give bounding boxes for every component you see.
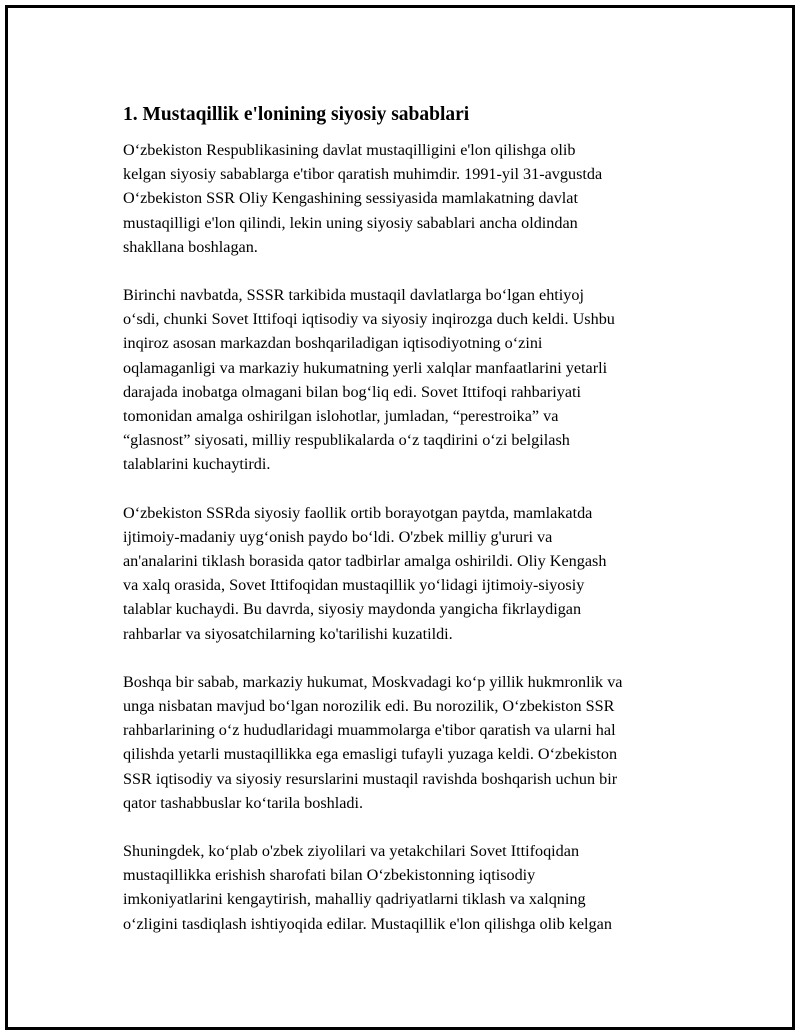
text-line: Shuningdek, ko‘plab o'zbek ziyolilari va yetakchilari Sovet Ittifoqidan bbox=[123, 842, 580, 861]
text-line: mustaqilligi e'lon qilindi, lekin uning siyosiy sabablari ancha oldindan bbox=[123, 213, 578, 232]
document-page bbox=[5, 5, 795, 1030]
text-line: Boshqa bir sabab, markaziy hukumat, Moskvadagi ko‘p yillik hukmronlik va bbox=[123, 672, 623, 691]
paragraph bbox=[123, 501, 713, 646]
section-heading: 1. Mustaqillik e'lonining siyosiy sabablari bbox=[123, 104, 470, 125]
text-line: Birinchi navbatda, SSSR tarkibida mustaqil davlatlarga bo‘lgan ehtiyoj bbox=[123, 286, 584, 305]
paragraph bbox=[123, 283, 713, 477]
text-line: “glasnost” siyosati, milliy respublikalarda o‘z taqdirini o‘zi belgilash bbox=[123, 431, 570, 450]
text-line: talablar kuchaydi. Bu davrda, siyosiy maydonda yangicha fikrlaydigan bbox=[123, 600, 582, 619]
text-line: imkoniyatlarini kengaytirish, mahalliy qadriyatlarni tiklash va xalqning bbox=[123, 890, 586, 909]
text-line: tomonidan amalga oshirilgan islohotlar, jumladan, “perestroika” va bbox=[123, 407, 559, 426]
text-line: ijtimoiy-madaniy uyg‘onish paydo bo‘ldi. O'zbek milliy g'ururi va bbox=[123, 527, 553, 546]
paragraph bbox=[123, 670, 713, 815]
document-body bbox=[123, 102, 713, 960]
text-line: rahbarlarining o‘z hududlaridagi muammolarga e'tibor qaratish va ularni hal bbox=[123, 721, 616, 740]
text-line: shakllana boshlagan. bbox=[123, 237, 258, 256]
text-line: rahbarlar va siyosatchilarning ko'tarilishi kuzatildi. bbox=[123, 624, 453, 643]
text-line: kelgan siyosiy sabablarga e'tibor qaratish muhimdir. 1991-yil 31-avgustda bbox=[123, 165, 603, 184]
text-line: SSR iqtisodiy va siyosiy resurslarini mustaqil ravishda boshqarish uchun bir bbox=[123, 769, 618, 788]
text-line: o‘zligini tasdiqlash ishtiyoqida edilar. Mustaqillik e'lon qilishga olib kelgan bbox=[123, 914, 612, 933]
text-line: O‘zbekiston SSR Oliy Kengashining sessiyasida mamlakatning davlat bbox=[123, 189, 578, 208]
paragraph bbox=[123, 138, 713, 259]
text-line: o‘sdi, chunki Sovet Ittifoqi iqtisodiy va siyosiy inqirozga duch keldi. Ushbu bbox=[123, 310, 615, 329]
text-line: va xalq orasida, Sovet Ittifoqidan mustaqillik yo‘lidagi ijtimoiy-siyosiy bbox=[123, 576, 585, 595]
text-line: talablarini kuchaytirdi. bbox=[123, 455, 271, 474]
text-line: unga nisbatan mavjud bo‘lgan norozilik edi. Bu norozilik, O‘zbekiston SSR bbox=[123, 697, 615, 716]
text-line: O‘zbekiston Respublikasining davlat mustaqilligini e'lon qilishga olib bbox=[123, 141, 576, 159]
text-line: qator tashabbuslar ko‘tarila boshladi. bbox=[123, 793, 364, 812]
text-line: O‘zbekiston SSRda siyosiy faollik ortib borayotgan paytda, mamlakatda bbox=[123, 503, 593, 522]
paragraph bbox=[123, 839, 713, 936]
text-line: qilishda yetarli mustaqillikka ega emasligi tufayli yuzaga keldi. O‘zbekiston bbox=[123, 745, 618, 764]
text-line: oqlamaganligi va markaziy hukumatning yerli xalqlar manfaatlarini yetarli bbox=[123, 358, 608, 377]
text-line: an'analarini tiklash borasida qator tadbirlar amalga oshirildi. Oliy Kengash bbox=[123, 552, 607, 571]
text-line: mustaqillikka erishish sharofati bilan O‘zbekistonning iqtisodiy bbox=[123, 866, 536, 885]
text-line: inqiroz asosan markazdan boshqariladigan iqtisodiyotning o‘zini bbox=[123, 334, 543, 353]
text-line: darajada inobatga olmagani bilan bog‘liq edi. Sovet Ittifoqi rahbariyati bbox=[123, 382, 582, 401]
